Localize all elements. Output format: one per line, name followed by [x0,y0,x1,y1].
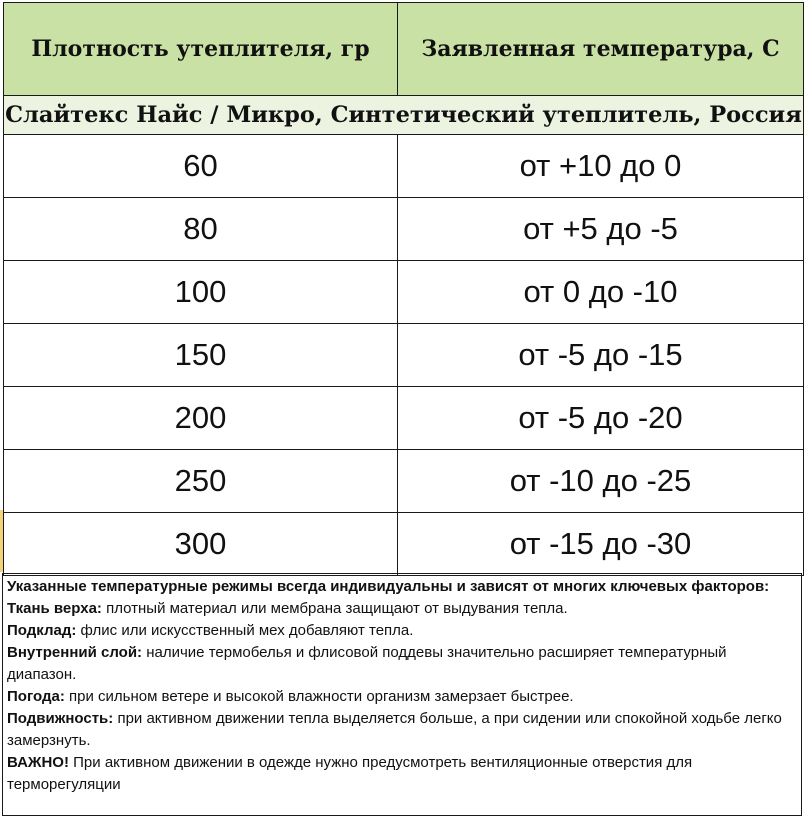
table-row [4,450,804,513]
note-item [7,620,797,642]
temperature-cell: от -15 до -30 [398,513,804,576]
note-text: флис или искусственный мех добавляют тепла. [76,622,414,639]
note-label: Внутренний слой: [7,644,143,661]
table-header-row [4,3,804,96]
note-label: Подклад: [7,622,77,639]
table-row [4,387,804,450]
note-item [7,686,797,708]
density-cell: 300 [4,513,398,576]
note-label: Погода: [7,688,65,705]
density-cell: 100 [4,261,398,324]
note-text: наличие термобелья и флисовой поддевы значительно расширяет температурный диапазон. [7,644,727,683]
density-cell: 80 [4,198,398,261]
temperature-cell: от -5 до -20 [398,387,804,450]
table-row [4,135,804,198]
table-row [4,513,804,576]
temperature-cell: от 0 до -10 [398,261,804,324]
notes-intro-text: Указанные температурные режимы всегда индивидуальны и зависят от многих ключевых факторов: [7,578,770,595]
note-label: Ткань верха: [7,600,102,617]
note-text: плотный материал или мембрана защищают от выдувания тепла. [101,600,568,617]
temperature-cell: от +10 до 0 [398,135,804,198]
insulation-temperature-table [3,2,804,576]
note-text: при сильном ветере и высокой влажности организм замерзает быстрее. [64,688,574,705]
density-cell: 150 [4,324,398,387]
table-row [4,324,804,387]
note-label: ВАЖНО! [7,754,69,771]
note-item [7,598,797,620]
material-subheader: Слайтекс Найс / Микро, Синтетический утеплитель, Россия [4,96,804,135]
note-item [7,708,797,752]
temperature-cell: от -5 до -15 [398,324,804,387]
table-row [4,198,804,261]
note-item [7,642,797,686]
header-temperature: Заявленная температура, С [398,3,804,96]
notes-box [2,573,802,816]
density-cell: 60 [4,135,398,198]
note-item [7,752,797,796]
temperature-cell: от -10 до -25 [398,450,804,513]
temperature-cell: от +5 до -5 [398,198,804,261]
header-density: Плотность утеплителя, гр [4,3,398,96]
table-row [4,261,804,324]
table-subheader-row [4,96,804,135]
note-text: При активном движении в одежде нужно предусмотреть вентиляционные отверстия для терморегуляции [7,754,693,793]
density-cell: 200 [4,387,398,450]
notes-intro [7,576,797,598]
density-cell: 250 [4,450,398,513]
note-label: Подвижность: [7,710,114,727]
note-text: при активном движении тепла выделяется больше, а при сидении или спокойной ходьбе легко замерзнуть. [7,710,782,749]
